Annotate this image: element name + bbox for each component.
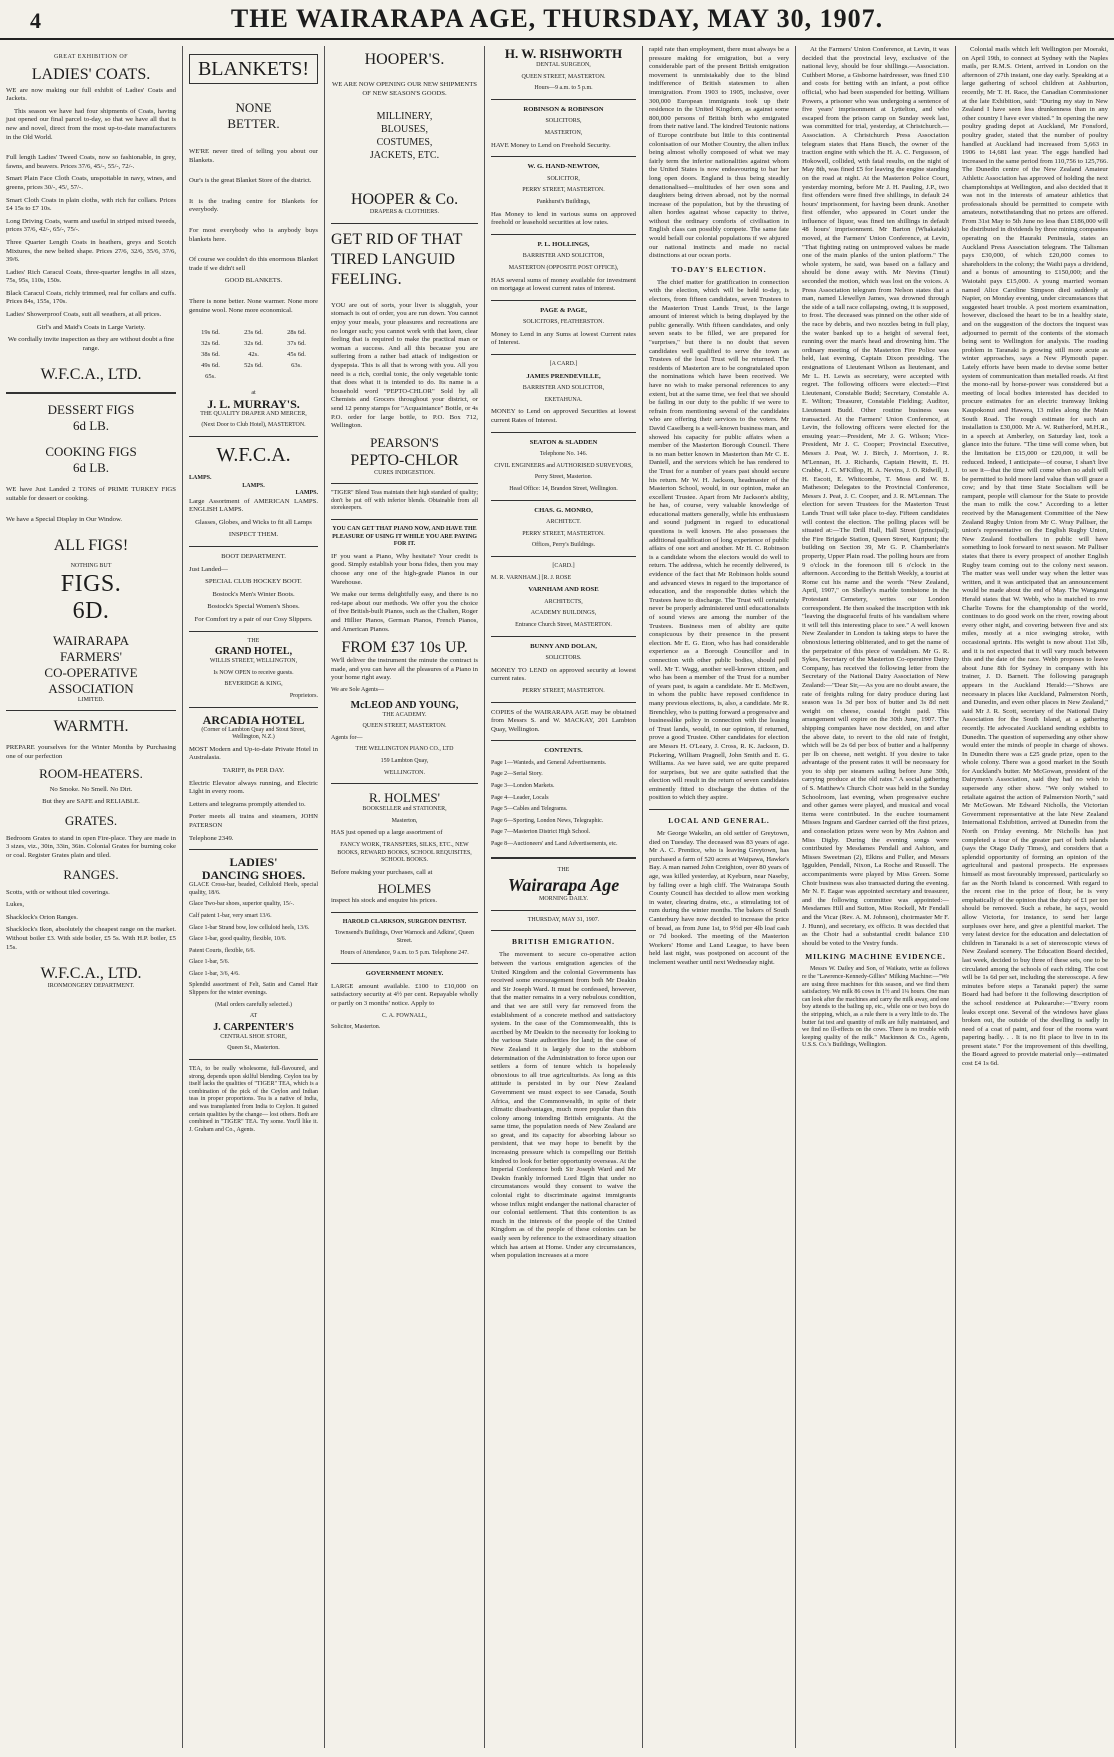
varnham-names: M. R. VARNHAM.] [R. J. ROSE: [491, 574, 572, 581]
column-3: [325, 46, 485, 1748]
featherston: SOLICITORS, FEATHERSTON.: [523, 319, 604, 326]
quality-draper: THE QUALITY DRAPER AND MERCER,: [200, 410, 307, 417]
arcadia-corner: (Corner of Lambton Quay and Stout Street, Wellington, N.Z.): [201, 726, 306, 741]
varnham-entrance: Entrance Church Street, MASTERTON.: [515, 621, 612, 628]
monro-perry: PERRY STREET, MASTERTON.: [522, 530, 605, 537]
shoe-item: Glace Two-bar shoes, superior quality, 15/-.: [189, 901, 295, 908]
prepare-text: PREPARE yourselves for the Winter Months by Purchasing one of our perfection: [6, 744, 176, 760]
robinson-money: HAVE Money to Lend on Freehold Security.: [491, 141, 611, 149]
hand-sol: SOLICITOR,: [547, 175, 580, 182]
boot-dept: BOOT DEPARTMENT.: [221, 553, 286, 561]
blanket-prices: 19s 6d. 23s 6d. 28s 6d. 32s 6d. 32s 6d. 37s 6d. 38s 6d. 42s. 45s 6d. 49s 6d. 52s 6d. 63s. 65s.: [201, 329, 306, 381]
coat-item: Smart Cloth Coats in plain cloths, with rich fur collars. Prices £4 15s to £7 10s.: [6, 196, 176, 213]
fancy-work: FANCY WORK, TRANSFERS, SILKS, ETC., NEW BOOKS, REWARD BOOKS, SCHOOL REQUISITES, SCHOOL BOOKS.: [337, 841, 472, 864]
the-label: THE: [557, 866, 570, 873]
coat-item: Smart Plain Face Cloth Coats, unspottable in navy, wines, and greens, prices 30/-, 45/, 57/-.: [6, 175, 176, 191]
seaton-tel: Telephone No. 146.: [539, 451, 588, 458]
coat-item: Girl's and Maid's Coats in Large Variety.: [36, 323, 146, 331]
hand-newton: W. G. HAND-NEWTON,: [527, 163, 600, 171]
copies: COPIES of the WAIRARAPA AGE may be obtained from Messrs S. and W. MACKAY, 201 Lambton Quay, Wellington.: [491, 708, 636, 733]
seaton: SEATON & SLADDEN: [529, 438, 598, 446]
blankets-never: WE'RE never tired of telling you about our Blankets.: [189, 148, 318, 164]
assoc-line: FARMERS': [59, 648, 123, 664]
lamps-3: LAMPS.: [295, 490, 318, 497]
bookseller: BOOKSELLER and STATIONER,: [362, 806, 447, 813]
local-body-2: At the Farmers' Union Conference, at Levin, it was decided that the provincial levy, exclusive of the national levy, should be four shillings.—Association. Cuthbert Morse, a Gisborne hairdresser, was fined £10 and costs for betting with an infant, a post office official, who had been suspended for betting. William Powers, a prisoner who was undergoing a sentence of five years' imprisonment at Lyttelton, and who escaped from the prison camp on Sunday week last, was committed for trial, yesterday, at Christchurch.—Association. A Christchurch Press Association telegram states that Hans Busch, the owner of the traction engine with which the H. A. C. Fergusson, of Hokowell, collided, with fatal results, on the night of May 8th, was fined £5 for leaving the engine standing on the road at night. At the Masterton Police Court, yesterday morning, before Mr J. H. Pauling, J.P., two first offenders were fined five shillings, in default 24 hours' imprisonment, for having been drunk. Another first offender, who appeared in Court under the influence of liquor, was fined ten shillings in default 48 hours' imprisonment. Mr Barton (Whakataki) moved, at the Farmers' Union Conference, at Levin, "That fighting rating on unimproved values be made one of the main planks of the union platform." The whole system, he said, was based on a fallacy and should be done away with. Mr Nevins (Tinui) seconded the motion, which was lost on the voices. A Press Association telegram from Nelson states that a man, named Llewellyn James, was drowned through the side of a tall race collapsing, owing, it is supposed, to frost. The deceased was pinned on the other side of the race by debris, and two nozzles being in full play, the water banked up to a height of several feet, running over the man's head and drowning him. The ordinary meeting of the Masterton Fire Police was held, last evening, Captain Dixon presiding. The resignations of Lieutenant Wilson as lieutenant, and Mr L. H. Lewis as secretary, were accepted with regret. The following officers were elected:—First Lieutenant, Constable Budd; Secretary, Constable A. E. Wilton; Treasurer, Constable Fielding; Auditor, Lieutenant Budd. Other routine business was transacted. At the Farmers' Union Conference, at Levin, the following officers were elected for the ensuing year:—President, Mr J. G. Wilson; Vice-President, Mr J. C. Cooper; Provincial Executive, Messrs J. Peat, W. J. Birch, J. Morrison, J. R. M'Lennan, H. J. Richards, Captain Hewitt, E. H. Crabbe, J. C. M'Killop, H. A. Nevins, J. O. Ridwill, J. H. Escott, E. Whitcombe, T. Moss and W. B. Matheson; Delegates to the Provincial Conference, Messrs J. Peat, J. C. Cooper, and J. R. M'Lennan. The election for seven Trustees for the Masterton Trust Lands Trust will take place to-day. Fifteen candidates will contest the election. The polling places will be situated at:—The Drill Hall, Hall Street (principal); the Fire Brigade Station, Queen Street, Kuripuni; the building on Section 39, Mr G. P. Chamberlain's property, Upper Plain road. The polling hours are from 9 o'clock in the forenoon till 6 o'clock in the afternoon. According to the British Weekly, a tourist at Rome cut his name and the words "New Zealand, April, 1907," on Shelley's marble tombstone in the Protestant Cemetery, writes our London correspondent. He then soaked the inscription with ink "leaving the disgraceful fruits of his vandalism where it will tell this interesting place to see." A well known New Zealander in London is taking steps to have the obnoxious lettering obliterated, and to get the name of the perpetrator of this piece of vandalism. Mr G. R. Sykes, Secretary of the Masterton Co-operative Dairy Company, has received the following letter from the Secretary of the National Dairy Association of New Zealand:—"Dear Sir,—As you are no doubt aware, the rate of freights ruling for dairy produce during last season was 1s 3d per box of butter and 3s 8d nett weight on cheese, coastal freight paid. This arrangement will expire on the 30th June, 1907. The shipping companies have now decided, on and after the above date, to revert to the old rate of freight, which will be 2s 6d per box of butter and a halfpenny per lb on cheese, nett weight. If you desire to take advantage of the present rates it will be necessary for you to ship per steamers sailing before June 30th, carrying produce at the old rates." A social gathering of S. Matthew's Church Choir was held in the Sunday Schoolroom, last evening, when progressive euchre and other games were played, and musical and vocal items were contributed. In the euchre tournament Misses Ingram and Gardner carried off the first prizes, and consolation prizes were won by Mrs Ashton and Miss Digby. During the evening songs were contributed by Mesdames Pendall and Ashton, and Misses Sweetman (2), Elkins and Fuller, and Messrs Iggulden, Pendall, Nixon, La Roche and Russell. The accompaniments were played by Miss Green. Some Choir business was also transacted during the evening. Mr N. F. Eagar was appointed secretary and treasurer, and the following committee was appointed:—Mesdames Hill and Sutton, Miss Rockell, Mr Fendall and the Vicar (Rev. A. M. Johnson), choirmaster Mr F. J. Hunn), and secretary, ex officio. It was decided that as the Choir had a substantial credit balance £10 should be voted to the Vestry funds.: [802, 46, 949, 947]
prendeville: JAMES PRENDEVILLE,: [526, 372, 601, 380]
coat-item: Long Driving Coats, warm and useful in striped mixed tweeds, prices 37/6, 42/-, 65/-, 75/-.: [6, 217, 176, 234]
mcleod: McLEOD AND YOUNG,: [350, 699, 459, 711]
grates-heading: GRATES.: [64, 812, 118, 828]
scotts: Scotts, with or without tiled coverings.: [6, 888, 110, 896]
election-body: The chief matter for gratification in connection with the election, which will be held to-day, is electors, from fifteen candidates, seven Trustees to the Masterton Trust Lands Trust, is the large amount of interest which is being displayed by the public generally. With fifteen candidates, and only seven seats to be filled, we are prepared for "surprises," but there is no doubt that seven candidates well qualified to serve the town as Trustees of the local Trust will be returned. The residents of Masterton are to be congratulated upon the nominations which have been received. We have no wish to make personal references to any extent, but at the same time, we feel that we should be failing in our duty to the public if we were to refrain from mentioning several of the candidates who are offering their services to the voters. Mr David Caselberg is a well-known business man, and showed his capacity for public affairs when a member of the Masterton Borough Council. There is no man better known in Masterton than Mr C. E. Daniell, and the services which he has rendered to the Trust for a number of years past should secure his return. Mr W. H. Jackson, headmaster of the Masterton School, would, in our opinion, make an excellent Trustee. Apart from Mr Jackson's ability, he has, of course, very valuable knowledge of educational matters generally, while his enthusiasm and sound judgment in regard to educational questions is well known. He also possesses the additional qualification of long experience of public affairs of one sort and another. Mr H. C. Robinson is a candidate whom the electors would do well to return. The address, which he recently delivered, is evidence of the fact that Mr Robinson holds sound and advanced views in regard to the importance of education, and the responsible duties which the Trustees have to discharge. The Trust will certainly never be properly administered until educationalists of sound views are among the number of the Trustees. Business men of ability are quite conspicuous by their presence in the present election. Mr E. G. Eton, who has had considerable experience as a Borough Councillor and in connection with other public bodies, should poll well. Mr T. Wagg, another well-known citizen, and who has been a member of the Trust for a number of years past, is again a candidate. Mr E. McEwen, in whom the public have reposed confidence in many previous elections, is, also, a candidate. Mr R. Brenchley, who is putting forward a progressive and businesslike policy in connection with the leasing of Trust lands, would, in our opinion, if returned, prove a good Trustee. Other candidates for election are Messrs H. O'Leary, J. Cross, R. K. Jackson, D. Pickering, William Pragnell, John Smith and E. G. Williams. As we have said, we are quite prepared for surprises, but we are quite satisfied that the election will result in the return of seven candidates eminently fitted to discharge the duties of the position to which they aspire.: [649, 278, 789, 802]
holmes-before: Before making your purchases, call at: [331, 868, 433, 876]
piano-terms: We make our terms delightfully easy, and there is no red-tape about our methods. We offer you the choice of five British-built Pianos, such as the Chalien, Roger and Hillier Pianos, German Pianos, French Pianos, and American Pianos.: [331, 591, 478, 633]
assoc-line: CO-OPERATIVE: [44, 664, 138, 680]
arcadia-porter: Porter meets all trains and steamers, JOHN PATERSON: [189, 813, 318, 829]
grates-text: Bedroom Grates to stand in open Fire-place. They are made in 3 sizes, viz., 30in, 33in, 36in. Colonial Grates for burning coke or coal. Register Grates plain and tiled.: [6, 834, 176, 859]
figs-display: We have a Special Display in Our Window.: [6, 515, 123, 523]
warmth-heading: WARMTH.: [53, 718, 129, 736]
contents-item: Page 4—Leader, Locals: [491, 794, 549, 801]
cures: CURES INDIGESTION.: [374, 469, 435, 476]
holmes-heading: R. HOLMES': [369, 790, 440, 806]
jackets: JACKETS, ETC.: [369, 150, 440, 162]
holmes-inspect: inspect his stock and enquire his prices.: [331, 897, 438, 905]
monro: CHAS. G. MONRO,: [534, 506, 593, 514]
editorial-body-1: The movement to secure co-operative action between the various emigration agencies of the United Kingdom and the colonial Governments has received some encouragement from both Mr Deakin and Sir Joseph Ward. It must be confessed, however, that the matter remains in a very nebulous condition, and that we are still very far removed from the establishment of a concrete method and satisfactory system. In the case of the Commonwealth, this is ascribed by Mr Deakin to the necessity for looking to the various State authorities for land; in the case of New Zealand it is largely due to the stubborn determination of the Administration to force upon our settlers a form of tenure which is hopelessly obnoxious to all true agriculturists. As long as this attitude is persisted in by our New Zealand Government we must expect to see Canada, South Africa, and the Commonwealth, in spite of their climatic disadvantages, much more popular than this colony among intending British emigrants. At the same time, the population needs of New Zealand are so great, and its capacity for absorbing labour so persistent, that we may hope to benefit by the increasing pressure which is compelling our British kindred to look for better opportunity overseas. At the Imperial Conference both Sir Joseph Ward and Mr Deakin frankly informed Lord Elgin that under no circumstances would they consent to waive the colonial right to discriminate against immigrants whose influx might endanger the national character of our colonial settlement. That this contention is as much in the interests of the people of the United Kingdom as of the people of these colonies can be easily seen by reference to the extraordinary situation which has arisen at Home. Under any circumstances, when population increases at a more: [491, 951, 636, 1260]
ladies-coats-heading: LADIES' COATS.: [31, 65, 151, 83]
exhibition-heading: GREAT EXHIBITION OF: [53, 54, 129, 60]
figs-landed: WE have Just Landed 2 TONS of PRIME TURKEY FIGS suitable for dessert or cooking.: [6, 486, 176, 503]
all-figs-heading: ALL FIGS!: [53, 537, 129, 555]
none-heading: NONE: [235, 100, 272, 115]
shacklock: Shacklock's Ikon, absolutely the cheapest range on the market. Without boiler £3. With side boiler, £5 5s. With H.P. boiler, £5 15s.: [6, 926, 176, 951]
lamps-1: LAMPS.: [189, 474, 212, 481]
lukes: Lukes,: [6, 901, 25, 909]
from-price: FROM £37 10s UP.: [341, 639, 468, 657]
tiger-blend: "TIGER" Blend Teas maintain their high standard of quality; don't be put off with inferior blends. Obtainable from all storekeepers.: [331, 490, 478, 512]
fownall: C. A. FOWNALL,: [382, 1012, 427, 1019]
assoc-line: WAIRARAPA: [52, 632, 130, 648]
hollings-mast: MASTERTON (OPPOSITE POST OFFICE),: [508, 264, 619, 271]
slippers: Splendid assortment of Felt, Satin and Camel Hair Slippers for the winter evenings.: [189, 982, 318, 997]
prendeville-money: MONEY to Lend on approved Securities at lowest current Rates of Interest.: [491, 408, 636, 425]
card-label: [A CARD.]: [549, 361, 578, 368]
milking-text: Messrs W. Dailey and Son, of Waikato, write as follows re the "Lawrence-Kennedy-Gillies" Milking Machine:—"We are using three machines for this season, and we find them satisfactory. We milk 86 cows in 1½ and 1¼ hours. One man can look after the machines and carry the milk away, and one boy attends to the bailing up, etc., while one or two boys do the stripping, which, as a rule there is a very little to do. The butter fat test and quantity of milk are fully maintained, and we find no ill-effects on the cows. There is no trouble with keeping quality of the milk." Mackinnon & Co., Agents, U.S.S. Co.'s Buildings, Wellington.: [802, 966, 949, 1049]
holmes-2: HOLMES: [377, 881, 432, 897]
next-door: (Next Door to Club Hotel), MASTERTON.: [201, 422, 306, 429]
rishworth-hours: Hours—9 a.m. to 5 p.m.: [534, 85, 593, 92]
drapers: DRAPERS & CLOTHIERS.: [369, 209, 440, 216]
orion: Shacklock's Orion Ranges.: [6, 913, 78, 921]
tiger-tea: TEA, to be really wholesome, full-flavoured, and strong, depends upon skilful blending. Ceylon tea by itself lacks the qualities of "TIGER" TEA, which is a combination of the pick of the Ceylon and Indian teas in proper proportions. Tea is a native of India, and was transplanted from India to Ceylon. It gained certain qualities by the change— lost others. Both are combined in "TIGER" TEA. Try some. You'll like it. J. Graham and Co., Agents.: [189, 1066, 318, 1133]
pankhurst: Pankhurst's Buildings,: [536, 198, 591, 205]
shoe-item: GLACE Cross-bar, beaded, Celluloid Heels, special quality, 18/6.: [189, 882, 318, 896]
coats-season: This season we have had four shipments of Coats, having just opened our final parcel to-day, so that we have all that is new and novel, direct from the most up-to-date manufacturers in the Old World.: [6, 107, 176, 141]
wellington-piano: THE WELLINGTON PIANO CO., LTD: [355, 746, 454, 753]
holmes-opened: HAS just opened up a large assortment of: [331, 829, 443, 837]
blankets-ours: Our's is the great Blanket Store of the district.: [189, 177, 312, 185]
page-money: Money to Lend in any Sums at lowest Current rates of Interest.: [491, 330, 636, 347]
iron-dept: IRONMONGERY DEPARTMENT.: [47, 983, 135, 990]
no-smoke: No Smoke. No Smell. No Dirt.: [49, 785, 133, 793]
masthead-title: THE WAIRARAPA AGE, THURSDAY, MAY 30, 1907.: [230, 4, 884, 33]
arcadia-tariff: TARIFF, 8s PER DAY.: [222, 766, 285, 774]
contents-item: Page 5—Cables and Telegrams.: [491, 806, 568, 813]
carpenter: J. CARPENTER'S: [213, 1021, 294, 1033]
cooking-figs-heading: COOKING FIGS: [45, 444, 137, 460]
contents-item: Page 7—Masterton District High School.: [491, 829, 591, 836]
wfca-heading-col2: W.F.C.A.: [216, 443, 291, 466]
american-lamps: Large Assortment of AMERICAN LAMPS. ENGLISH LAMPS.: [189, 497, 318, 514]
blankets-heading: BLANKETS!: [189, 54, 318, 84]
wairarapa-age-masthead: Wairarapa Age: [507, 875, 620, 896]
column-1: [0, 46, 183, 1748]
at-text: at: [251, 390, 256, 397]
column-5: [643, 46, 796, 1748]
robinson-sol: SOLICITORS,: [545, 118, 582, 125]
wfca-heading: W.F.C.A., LTD.: [40, 366, 142, 384]
central-shoe: CENTRAL SHOE STORE,: [220, 1033, 287, 1040]
contents-item: Page 6—Sporting, London News, Telegraphic.: [491, 817, 604, 824]
bunny-perry: PERRY STREET, MASTERTON.: [522, 687, 605, 694]
coats-intro: WE are now making our full exhibit of Ladies' Coats and Jackets.: [6, 86, 176, 103]
seaton-head: Head Office: 14, Brandon Street, Wellington.: [509, 486, 618, 492]
inspect-them: INSPECT THEM.: [228, 531, 279, 539]
better-heading: BETTER.: [227, 116, 280, 131]
lambton: 159 Lambton Quay,: [380, 757, 429, 764]
fownall-solicitor: Solicitor, Masterton.: [331, 1024, 381, 1031]
townsend: Townsend's Buildings, Over Warnock and Adkins', Queen Street.: [334, 930, 475, 945]
willis-street: WILLIS STREET, WELLINGTON,: [209, 658, 298, 665]
murray-heading: J. L. MURRAY'S.: [207, 396, 300, 411]
limited: LIMITED.: [77, 696, 105, 703]
rishworth: H. W. RISHWORTH: [504, 46, 623, 61]
queen-st: Queen St., Masterton.: [227, 1045, 280, 1052]
arcadia-electric: Electric Elevator always running, and Electric Light in every room.: [189, 779, 318, 796]
bostock-women: Bostock's Special Women's Shoes.: [207, 603, 300, 611]
column-4: [485, 46, 643, 1748]
ranges-heading: RANGES.: [63, 866, 119, 882]
page-page: PAGE & PAGE,: [540, 306, 587, 314]
seaton-civil: CIVIL ENGINEERS and AUTHORISED SURVEYORS,: [494, 462, 633, 469]
contents-item: Page 3—London Markets.: [491, 783, 555, 790]
coat-item: Three Quarter Length Coats in heathers, greys and Scotch Mixtures, the new belted shape. Prices 27/6, 32/6, 35/6, 37/6, 39/6.: [6, 238, 176, 264]
prendeville-barrister: BARRISTER AND SOLICITOR,: [522, 385, 605, 392]
wellington: WELLINGTON.: [383, 769, 426, 776]
local-body: Mr George Wakelin, an old settler of Greytown, died on Tuesday. The deceased was 83 years of age. Mr A. C. Prentice, who is leaving Greytown, has purchased a farm of 520 acres at Waipawa, Hawke's Bay. A man named John Creighton, over 80 years of age, was killed yesterday, at Kyeburn, near Naseby, by falling over a high cliff. The Wairarapa South County Council has decided to allow men working in water, clearing drains, etc., a stimulating tot of rum during the winter months. The bakers of South Canterbury have now decided to increase the price of bread, as from June 1st, to 9½d per 4lb loaf cash or 7d booked. The meeting of the Masterton Workers' Home and Land League, to have been held last night, was postponed on account of the inclement weather until next Wednesday night.: [649, 830, 789, 966]
coat-item: Full length Ladies' Tweed Coats, now so fashionable, in grey, fawns, and beavers. Prices 37/6, 45/-, 55/-, 72/-.: [6, 154, 176, 170]
page-number: 4: [30, 8, 41, 33]
pearsons: PEARSON'S: [370, 434, 439, 450]
bunny-sol: SOLICITORS.: [545, 655, 582, 662]
contents-heading: CONTENTS.: [544, 747, 583, 755]
ladies-heading: LADIES': [229, 855, 278, 870]
arcadia-letters: Letters and telegrams promptly attended to.: [189, 800, 306, 808]
monro-arch: ARCHITECT.: [546, 519, 581, 526]
monro-offices: Offices, Perry's Buildings.: [531, 542, 596, 549]
comfort: For Comfort try a pair of our Cosy Slippers.: [194, 616, 313, 624]
grand-hotel: GRAND HOTEL,: [214, 646, 293, 658]
arcadia-modern: MOST Modern and Up-to-date Private Hotel in Australasia.: [189, 745, 318, 762]
blouses: BLOUSES,: [381, 124, 428, 136]
piano-text: IF you want a Piano, Why hesitate? Your credit is good. Simply establish your bona fides, then you may choose any one of the high-grade Pianos in our Warehouse.: [331, 552, 478, 586]
coat-item: Ladies' Showerproof Coats, suit all weathers, at all prices.: [6, 311, 162, 319]
the-text: THE: [247, 637, 260, 644]
bostock-men: Bostock's Men's Winter Boots.: [212, 590, 295, 598]
contents-item: Page 1—Wanteds, and General Advertisements.: [491, 759, 607, 766]
shoe-item: Glace 1-bar Strand bow, low celluloid heels, 13/6.: [189, 924, 310, 931]
holmes-masterton: Masterton,: [391, 817, 418, 824]
millinery: MILLINERY,: [376, 111, 433, 123]
costumes: COSTUMES,: [376, 137, 433, 149]
at-text-2: AT: [249, 1013, 258, 1020]
robinson: ROBINSON & ROBINSON: [523, 105, 604, 113]
hollings: P. L. HOLLINGS,: [537, 240, 590, 248]
varnham-rose: VARNHAM AND ROSE: [528, 586, 599, 594]
dancing-shoes-heading: DANCING SHOES.: [201, 868, 306, 883]
election-heading: TO-DAY'S ELECTION.: [671, 264, 767, 274]
six-d-heading: 6D.: [72, 597, 110, 624]
wfca-heading-2: W.F.C.A., LTD.: [40, 965, 142, 983]
agents-for: Agents for—: [331, 734, 363, 741]
shoe-item: Glace 1-bar, 3/6, 4/6.: [189, 970, 240, 977]
govt-money: GOVERNMENT MONEY.: [365, 970, 444, 978]
dental: DENTAL SURGEON,: [536, 62, 591, 68]
pepto-text: YOU are out of sorts, your liver is sluggish, your stomach is out of order, you are run down. You cannot enjoy your meals, your pleasures and recreations are no longer such; you cannot work with that keen, clear feeling that is required to make the practical man or woman a success. And all this because you are suffering from a rather bad attack of indigestion or dyspepsia. This is all that is wrong with you. All you need is a rich, cordial tonic, the only vegetable tonic that does what it is intended to do. Its name is a household word "PEPTO-CHLOR" Sold by all Chemists and Grocers throughout your district, or send 12 penny stamps for "Acquaintance" Bottle, or 4s P.O. order for large bottle, to P.O. Box 712, Wellington.: [331, 301, 478, 430]
shoe-item: Calf patent 1-bar, very smart 13/6.: [189, 912, 272, 919]
globes: Glasses, Globes, and Wicks to fit all Lamps: [195, 518, 312, 526]
sole-agents: We are Sole Agents—: [331, 686, 385, 693]
room-heaters-heading: ROOM-HEATERS.: [39, 765, 143, 781]
contents-item: Page 8—Auctioneers' and Land Advertisements, etc.: [491, 841, 618, 848]
british-emigration-heading: BRITISH EMIGRATION.: [511, 937, 616, 947]
beveridge: BEVERIDGE & KING,: [224, 681, 283, 688]
eketahuna: EKETAHUNA.: [544, 396, 583, 403]
column-6: [796, 46, 956, 1748]
seaton-perry: Perry Street, Masterton.: [534, 474, 593, 481]
local-body-3: Colonial mails which left Wellington per Moeraki, on April 19th, to connect at Sydney with the Naples mails, per R.M.S. Orient, arrived in London on the afternoon of 27th instant, one day early. Speaking at a large gathering of school children at Ashburton, recently, Mr T. H. Race, the Canadian Commissioner at the late Exhibition, said: "During my stay in New Zealand I have seen less drunkenness than in any other country I have ever visited." In opening the new poultry grading depot at Auckland, Mr Fonsford, poultry grader, stated that the number of poultry handled at Auckland had increased from 5,663 in 1906 to 14,681 last year. The eggs handled had increased in the same period from 110,756 to 125,766. The Dunedin centre of the New Zealand Amateur Athletic Association has approved of holding the next championships at Wellington, and also decided that it was not in the interests of amateur athletics that professionals should be permitted to compete with amateurs, notwithstanding that no prizes are offered. From 31st May to 5th June no less than £186,000 will be distributed in dividends by three mining companies operating on the Hauraki Peninsula, states an Auckland Press Association telegram. The Talisman pays £30,000, of which £20,000 comes to shareholders in the colony; the Waihi pays a dividend, and a bonus of amounting to £150,000; and the Waiotahi pays £15,000. A young married woman named Alice Caroline Simpson died suddenly at Napier, on Monday evening, under circumstances that suggested heart trouble. A post mortem examination, however, disclosed the heart to be in a healthy state, and on the suggestion of the doctors the inquest was adjourned to permit of the contents of the stomach being sent to Wellington for analysis. The roading problem in Taranaki is growing still more acute as winter approaches, says a New Plymouth paper. Lately efforts have been made to devise some better system of communication than metalled roads. At first the mono-rail by horse-power was considered but a meeting of local bodies interested has decided to procure estimates for an electric tramway linking Kaupokonui and Hawera, 13 miles along the Main South Road. The rough estimate for such an installation is £30,000. Mr A. W. Rutherford, M.H.R., in a speech at Amberley, on Saturday last, took a glance into the future. "The time will come when, but the limitation be £15,000 or £20,000, it will be reduced. Indeed, I anticipate—of course, I shan't live to see it—that the time will come when no adult will be permitted to hold more land value than will graze a cow; and by that time State Socialism will be rampant, people will clamour for the State to provide the man to milk the cow." According to a letter received by the Management Committee of the New Zealand Rugby Union from Mr C. Wray Palliser, the union's representative on the English Rugby Union, New Zealand footballers in public will have something to look forward to next season. Mr Palliser states that there is every prospect of another English Rugby team coming out to the colony next season. The matter was well under way when the letter was written, and it was anticipated that an announcement would be made about the end of May. The Wanganui Herald states that W. Webb, who is matched to row Charlie Towns for the championship of the world, continues to do good work on the river, rowing about every other night, and covering between five and six miles, mostly at a nice swinging stroke, with occasional sprints. His weight is now about 11st 3lb, and it is not expected that it will vary much between this and the date of the race. Webb proposes to leave about June 8th for Sydney in company with his trainer, J. D. Barnett. The following paragraph appears in the Auckland Herald:—"Shows are necessary in places like Auckland, Palmerston North, and Dunedin, and even other places in New Zealand," said Mr J. R. Scott, secretary of the National Dairy Association for the South Island, at a gathering recently. He advocated Auckland sending exhibits to Dunedin. The question of superseding any other show would enter the minds of people in charge of shows. In Dunedin there was a £25 grade prize, open to the whole colony. There was a good market in the South for Auckland's butter. Mr McGowan, president of the Dairymen's Association, said they had no wish to supersede any other show. "We only wished to retaliate against the action of Palmerston North," said Mr McGowan. Mr Edward Nicholls, the Victorian Government representative at the late New Zealand International Exhibition, arrived at Dunedin from the North on Friday evening. Mr Nicholls has just completed a tour of the greater part of both islands (says the Otago Daily Times), and considers that a splendid opportunity of forming an opinion of the agricultural and pastoral prospects. He expresses himself as most favourably impressed, particularly so far as the North Island is concerned. With regard to the recent rise in the price of flour, he is very emphatically of the opinion that the duty of £1 per ton should be removed. Such a rebate, he says, would allow Victoria, for instance, to send her large surpluses over here, and give a plentiful market. The very latest device for the education and delectation of children in Taranaki is a set of stereoscopic views of New Zealand scenery. The Education Board decided, last week, decided to buy three of these sets, one to be circulated among the schools of each riding. The cost will be 1s 6d per set, including the stereoscope. A few minutes before steps a Taranaki paper) the same Board had had before it the following description of the school residence at Pukearuhe:—"Every room leaks except one. Several of the windows have glass broken out, the outside of the dwelling is sadly in need of a coat of paint, and four of the rooms want papering badly. . . It is no fit place to live in in its present state." For the improvement of this dwelling, the Board agreed to provide material only—estimated cost £4 1s 6d.: [962, 46, 1108, 1068]
blankets-most: For most everybody who is anybody buys blankets here.: [189, 226, 318, 243]
coat-item: Ladies' Rich Caracul Coats, three-quarter lengths in all sizes, 75s, 95s, 110s, 150s.: [6, 268, 176, 285]
proprietors: Proprietors.: [289, 693, 318, 699]
hooper-co: HOOPER & Co.: [350, 191, 459, 209]
academy: THE ACADEMY.: [382, 711, 427, 718]
good-blankets: GOOD BLANKETS.: [224, 277, 283, 285]
nothing-but: NOTHING BUT: [70, 563, 112, 570]
govt-large: LARGE amount available. £100 to £10,000 on satisfactory security at 4½ per cent. Repayable wholly or partly on 3 months' notice. Apply to: [331, 982, 478, 1008]
blankets-course: Of course we couldn't do this enormous Blanket trade if we didn't sell: [189, 256, 318, 272]
shoe-item: Patent Courts, flexible, 6/6.: [189, 947, 255, 954]
hoopers-opening: WE ARE NOW OPENING OUR NEW SHIPMENTS OF NEW SEASON'S GOODS.: [331, 81, 478, 97]
clarkson: HAROLD CLARKSON, SURGEON DENTIST.: [342, 918, 467, 925]
hand-money: Has Money to lend in various sums on approved freehold or leasehold securities at low rates.: [491, 210, 636, 227]
piano-head: YOU CAN GET THAT PIANO NOW, AND HAVE THE PLEASURE OF USING IT WHILE YOU ARE PAYING FOR IT.: [332, 526, 477, 548]
get-rid-heading: GET RID OF THAT TIRED LANGUID FEELING.: [331, 230, 463, 288]
shoe-item: Glace 1-bar, good quality, flexible, 10/6.: [189, 936, 287, 943]
piano-deliver: We'll deliver the instrument the minute the contract is made, and you can have all the pleasures of a Piano in your home right away.: [331, 657, 478, 682]
now-open: Is NOW OPEN to receive guests.: [213, 669, 294, 676]
coats-invite: We cordially invite inspection as they are without doubt a fine range.: [7, 336, 175, 352]
arcadia-telephone: Telephone 2349.: [189, 834, 234, 842]
queen-street: QUEEN STREET, MASTERTON.: [362, 723, 447, 730]
hand-perry: PERRY STREET, MASTERTON.: [522, 187, 605, 194]
shoe-item: Glace 1-bar, 5/6.: [189, 959, 230, 966]
hockey-boot: SPECIAL CLUB HOCKEY BOOT.: [205, 578, 302, 586]
hollings-barrister: BARRISTER AND SOLICITOR,: [522, 253, 605, 260]
figs-heading: FIGS.: [60, 570, 122, 597]
editorial-body-2: rapid rate than employment, there must always be a pressure making for emigration, but a very considerable part of the present British emigration movement is unmistakably due to the blind indifference of British statesmen to alien immigration. From 1903 to 1905, inclusive, over 300,000 European immigrants took up their residence in the United Kingdom, as against some 800,000 persons of British birth who emigrated from their native land. The kindred Teutonic nations of Europe contribute but little to this continental colonisation of our Mother Country, the alien influx being almost wholly composed of what we may fairly term the inferior nationalities against whom the United States is now endeavouring to bar her long open doors. England is thus being steadily denationalised—multitudes of her own sons and daughters being driven abroad, not by the normal increase of the population, but by the thrusting of alien hordes against whose capacity to thrive, without the ordinary comforts of civilisation in English class can possibly compete. The same fate would befall our colonial populations if we abjured our national instincts and made no racial distinctions at our ocean ports.: [649, 46, 789, 260]
dessert-figs-price: 6d LB.: [72, 418, 110, 434]
just-landed: Just Landed—: [189, 565, 228, 573]
arcadia-hotel: ARCADIA HOTEL: [202, 712, 305, 727]
editorial-date: THURSDAY, MAY 31, 1907.: [527, 916, 600, 923]
assoc-line: ASSOCIATION: [48, 680, 134, 696]
lamps-2: LAMPS.: [242, 482, 265, 489]
local-general-heading: LOCAL AND GENERAL.: [668, 816, 770, 826]
cooking-figs-price: 6d LB.: [72, 460, 110, 476]
contents-item: Page 2—Serial Story.: [491, 771, 543, 778]
hoopers-heading: HOOPER'S.: [364, 51, 445, 68]
rishworth-queen: QUEEN STREET, MASTERTON.: [521, 73, 606, 80]
milking-heading: MILKING MACHINE EVIDENCE.: [805, 952, 946, 962]
varnham-arch: ARCHITECTS,: [544, 598, 583, 605]
dessert-figs-heading: DESSERT FIGS: [47, 402, 135, 418]
hollings-money: HAS several sums of money available for investment on mortgage at lowest current rates of interest.: [491, 276, 636, 293]
blankets-trading: It is the trading centre for Blankets for everybody.: [189, 197, 318, 214]
column-2: [183, 46, 325, 1748]
clarkson-hours: Hours of Attendance, 9 a.m. to 5 p.m. Telephone 247.: [340, 949, 469, 956]
bunny-dolan: BUNNY AND DOLAN,: [530, 642, 597, 650]
mail-orders: (Mail orders carefully selected.): [215, 1001, 292, 1008]
varnham-academy: ACADEMY BUILDINGS,: [530, 610, 597, 617]
morning-daily: MORNING DAILY.: [539, 896, 588, 903]
pepto-chlor: PEPTO-CHLOR: [350, 451, 459, 469]
coat-item: Black Caracul Coats, richly trimmed, real fur collars and cuffs. Prices 84s, 155s, 170s.: [6, 289, 176, 306]
bunny-money: MONEY TO LEND on approved security at lowest current rates.: [491, 666, 636, 683]
blankets-better: There is none better. None warmer. None more genuine wool. None more economical.: [189, 297, 318, 314]
masthead: [0, 0, 1114, 40]
card-label-2: [CARD.]: [552, 562, 575, 569]
safe-reliable: But they are SAFE and RELIABLE.: [42, 798, 140, 806]
column-7: [956, 46, 1114, 1748]
robinson-mast: MASTERTON,: [544, 129, 583, 136]
